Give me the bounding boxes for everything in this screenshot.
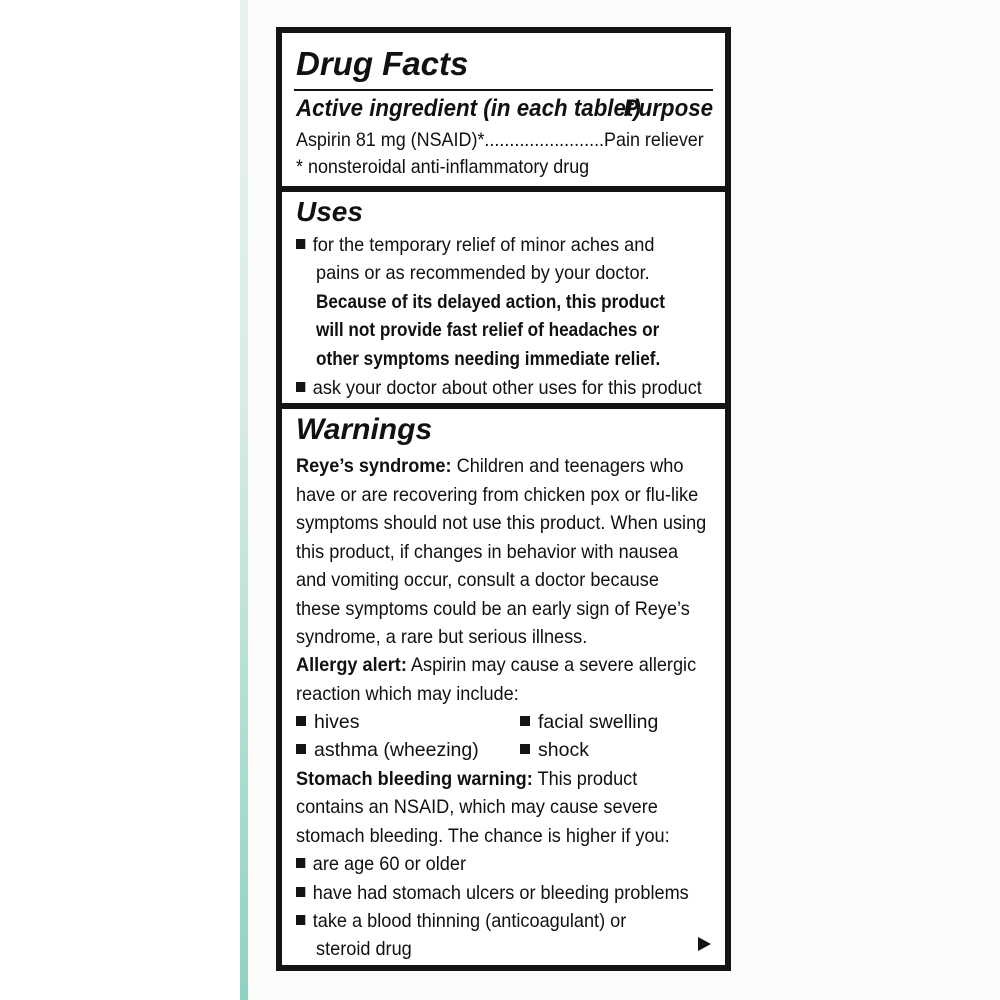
stomach-bleeding-text: stomach bleeding. The chance is higher if you: xyxy=(296,825,670,847)
bullet-icon xyxy=(296,858,305,868)
allergy-item: asthma (wheezing) xyxy=(296,741,479,761)
uses-item-cont: pains or as recommended by your doctor. xyxy=(316,262,650,284)
reye-syndrome-text: Reye’s syndrome: Children and teenagers who xyxy=(296,455,684,477)
reye-syndrome-text: syndrome, a rare but serious illness. xyxy=(296,626,588,648)
reye-syndrome-text: these symptoms could be an early sign of Reye’s xyxy=(296,598,690,620)
allergy-item: hives xyxy=(296,713,360,733)
delayed-action-warning: other symptoms needing immediate relief. xyxy=(316,348,661,370)
bullet-icon xyxy=(296,239,305,249)
bullet-icon xyxy=(296,716,306,726)
reye-syndrome-text: symptoms should not use this product. When using xyxy=(296,512,707,534)
uses-item: for the temporary relief of minor aches and xyxy=(296,236,654,256)
uses-item: ask your doctor about other uses for this product xyxy=(296,379,702,399)
ingredient-footnote: * nonsteroidal anti-inflammatory drug xyxy=(296,156,590,178)
reye-syndrome-text: this product, if changes in behavior with nausea xyxy=(296,541,679,563)
bullet-icon xyxy=(296,382,305,392)
stomach-bleeding-text: Stomach bleeding warning: This product xyxy=(296,768,638,790)
active-ingredient-heading: Active ingredient (in each tablet) xyxy=(296,95,641,122)
uses-heading: Uses xyxy=(296,196,363,227)
bullet-icon xyxy=(296,887,305,897)
delayed-action-warning: will not provide fast relief of headaches or xyxy=(316,319,660,341)
allergy-alert-text: reaction which may include: xyxy=(296,683,519,705)
drug-facts-box xyxy=(276,27,731,971)
warnings-heading: Warnings xyxy=(296,413,433,446)
stomach-risk-item-cont: steroid drug xyxy=(316,938,412,960)
drug-facts-title: Drug Facts xyxy=(296,45,469,82)
bullet-icon xyxy=(520,744,530,754)
stomach-bleeding-text: contains an NSAID, which may cause severe xyxy=(296,796,658,818)
ingredient-line: Aspirin 81 mg (NSAID)*........................Pain reliever xyxy=(296,129,704,151)
stomach-risk-item: have had stomach ulcers or bleeding problems xyxy=(296,884,689,904)
triangle-right-icon xyxy=(698,937,711,951)
allergy-item: shock xyxy=(520,741,589,761)
reye-syndrome-text: have or are recovering from chicken pox or flu-like xyxy=(296,484,699,506)
allergy-item: facial swelling xyxy=(520,713,658,733)
reye-syndrome-text: and vomiting occur, consult a doctor because xyxy=(296,569,659,591)
carton-side-edge xyxy=(240,0,248,1000)
title-rule xyxy=(294,89,713,91)
warnings-section xyxy=(282,409,725,965)
bullet-icon xyxy=(296,915,305,925)
bullet-icon xyxy=(296,744,306,754)
purpose-heading: Purpose xyxy=(623,95,713,122)
active-ingredient-section xyxy=(282,33,725,191)
stomach-risk-item: take a blood thinning (anticoagulant) or xyxy=(296,912,626,932)
stomach-risk-item: are age 60 or older xyxy=(296,855,466,875)
uses-section xyxy=(282,192,725,404)
allergy-alert-text: Allergy alert: Aspirin may cause a severe allergic xyxy=(296,654,697,676)
bullet-icon xyxy=(520,716,530,726)
delayed-action-warning: Because of its delayed action, this product xyxy=(316,291,666,313)
